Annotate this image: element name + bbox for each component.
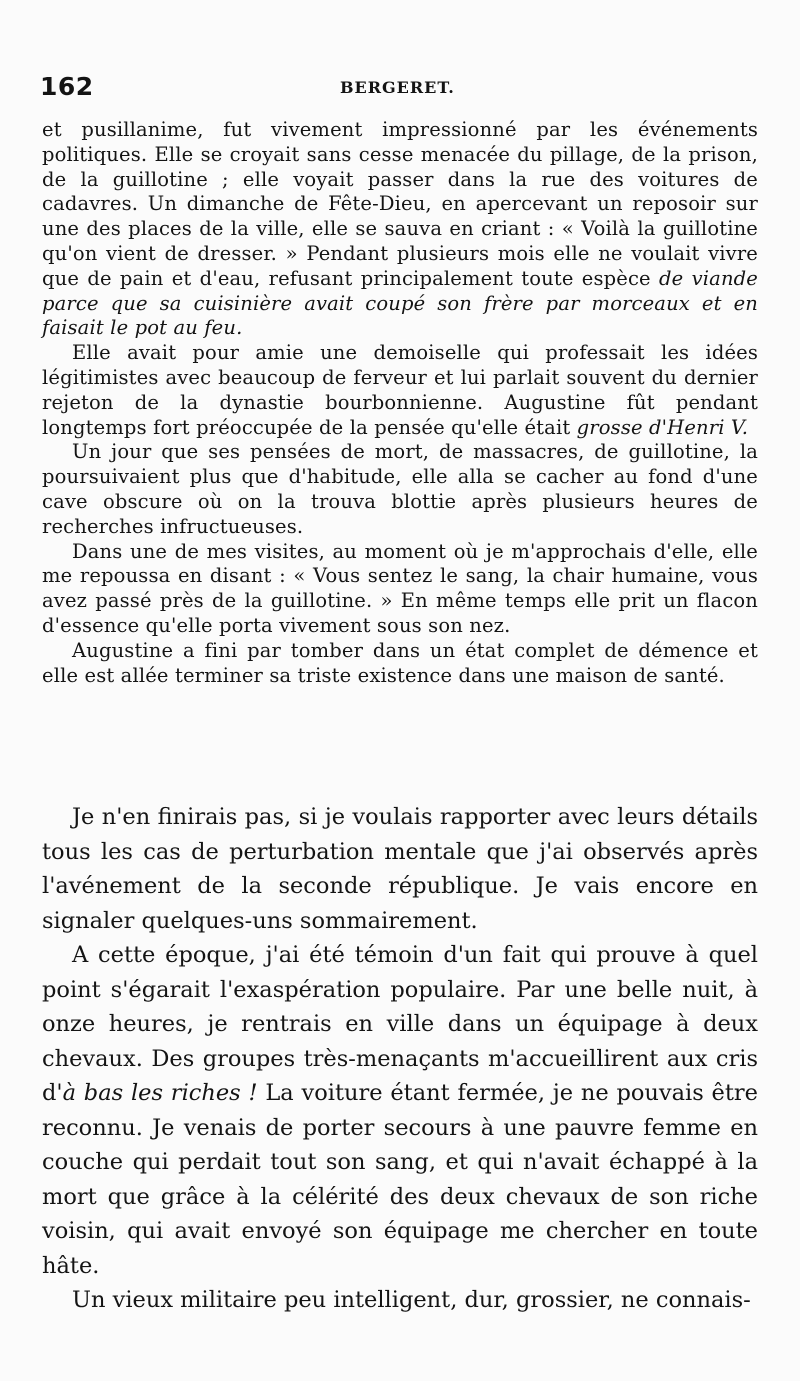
paragraph-old-soldier: Un vieux militaire peu intelligent, dur, grossier, ne connais- <box>72 1287 751 1313</box>
paragraph-dementia: Augustine a fini par tomber dans un état complet de démence et elle est allée terminer sa triste existence dans une maison de santé. <box>42 638 758 687</box>
italic-quote: de viande parce que sa cuisinière avait coupé son frère par morceaux et en faisait le pot au feu. <box>42 266 758 340</box>
page-number: 162 <box>40 72 94 101</box>
paragraph-perturbation: Je n'en finirais pas, si je voulais rapporter avec leurs détails tous les cas de perturbation mentale que j'ai observés après l'avénement de la seconde république. Je vais encore en signaler quelques-uns sommairement. <box>42 804 758 934</box>
case-study-section <box>42 118 758 688</box>
italic-cry: à bas les riches ! <box>62 1080 258 1106</box>
italic-quote: grosse d'Henri V. <box>576 415 749 439</box>
paragraph-cellar: Un jour que ses pensées de mort, de massacres, de guillotine, la poursuivaient plus que d'habitude, elle alla se cacher au fond d'une cave obscure où on la trouva blottie après plusieurs heures de recherches infructueuses. <box>42 440 758 538</box>
paragraph-anxiety: et pusillanime, fut vivement impressionné par les événements politiques. Elle se croyait sans cesse menacée du pillage, de la prison, de la guillotine ; elle voyait passer dans la rue des voitures de cadavres. Un dimanche de Fête-Dieu, en apercevant un reposoir sur une des places de la ville, elle se sauva en criant : « Voilà la guillotine qu'on vient de dresser. » Pendant plusieurs mois elle ne voulait vivre que de pain et d'eau, refusant principalement toute espèce de viande parce que sa cuisinière avait coupé son frère par morceaux et en faisait le pot au feu. <box>42 118 758 340</box>
paragraph-visit: Dans une de mes visites, au moment où je m'approchais d'elle, elle me repoussa en disant : « Vous sentez le sang, la chair humaine, vous avez passé près de la guillotine. » En même temps elle prit un flacon d'essence qu'elle porta vivement sous son nez. <box>42 539 758 637</box>
main-text-section <box>42 800 758 1318</box>
page-header <box>40 72 758 112</box>
paragraph-carriage: A cette époque, j'ai été témoin d'un fait qui prouve à quel point s'égarait l'exaspération populaire. Par une belle nuit, à onze heures, je rentrais en ville dans un équipage à deux chevaux. Des groupes très-menaçants m'accueillirent aux cris d'à bas les riches ! La voiture étant fermée, je ne pouvais être reconnu. Je venais de porter secours à une pauvre femme en couche qui perdait tout son sang, et qui n'avait échappé à la mort que grâce à la célérité des deux chevaux de son riche voisin, qui avait envoyé son équipage me chercher en toute hâte. <box>42 942 758 1279</box>
paragraph-legitimist-friend: Elle avait pour amie une demoiselle qui professait les idées légitimistes avec beaucoup de ferveur et lui parlait souvent du dernier rejeton de la dynastie bourbonnienne. Augustine fût pendant longtemps fort préoccupée de la pensée qu'elle était grosse d'Henri V. <box>42 341 758 439</box>
running-title: BERGERET. <box>340 78 455 97</box>
